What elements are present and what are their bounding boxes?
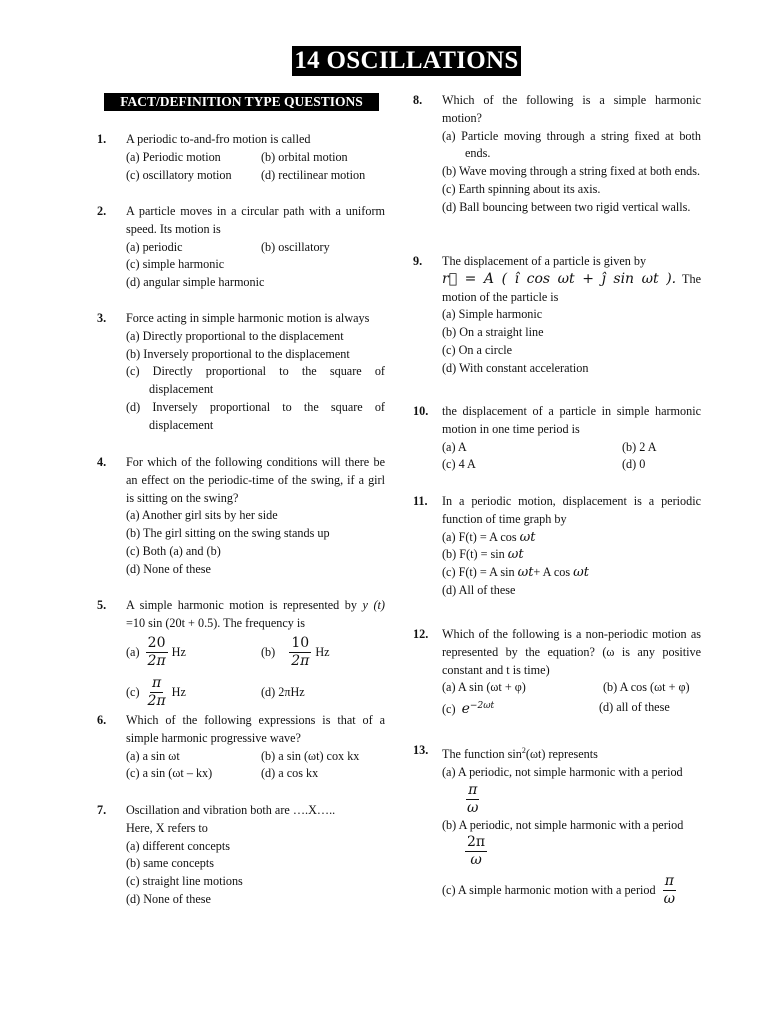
question-number: 7. — [97, 803, 107, 817]
period-fraction-b: $\frac{2\pi}{\omega}$ — [467, 834, 486, 869]
question-8 — [413, 92, 701, 217]
chapter-title: 14 OSCILLATIONS — [292, 46, 521, 76]
option-a: (a) Simple harmonic — [442, 307, 543, 322]
option-b: (b) Wave moving through a string fixed at both ends. — [442, 164, 701, 179]
option-c: (c) a sin (ωt – kx) — [126, 766, 213, 781]
fraction: $\frac{\pi}{2\pi}$ — [147, 675, 166, 710]
option-c: (c) Both (a) and (b) — [126, 543, 221, 558]
fraction: $\frac{10}{2\pi}$ — [291, 635, 310, 670]
question-text: For which of the following conditions will there be an effect on the periodic-time of the swing, if a girl is sitting on the swing? — [126, 455, 385, 505]
option-d: (d) With constant acceleration — [442, 360, 589, 375]
option-a: (a) different concepts — [126, 838, 230, 853]
option-a: (a) A periodic, not simple harmonic with a period — [442, 764, 683, 779]
question-2 — [97, 203, 385, 292]
question-12 — [413, 626, 701, 719]
option-a: (a) Another girl sits by her side — [126, 508, 278, 523]
fraction: $\frac{20}{2\pi}$ — [147, 635, 166, 670]
question-5 — [97, 597, 385, 713]
option-c: (c) F(t) = A sin ωt+ A cos ωt — [442, 565, 589, 581]
question-number: 12. — [413, 627, 429, 641]
option-d: (d) 0 — [622, 457, 646, 472]
option-a: (a) Particle moving through a string fixed at both ends. — [442, 128, 701, 161]
question-9 — [413, 253, 701, 378]
option-b: (b) 2 A — [622, 439, 657, 454]
question-4 — [97, 454, 385, 579]
option-b: (b) orbital motion — [261, 149, 348, 164]
option-d: (d) None of these — [126, 891, 211, 906]
option-b: (b) On a straight line — [442, 325, 544, 340]
period-fraction-a: $\frac{\pi}{\omega}$ — [467, 781, 479, 816]
option-a: (a) Periodic motion — [126, 149, 221, 164]
option-d: (d) rectilinear motion — [261, 167, 366, 182]
option-b: (b) same concepts — [126, 856, 214, 871]
question-13 — [413, 742, 701, 908]
question-6 — [97, 712, 385, 783]
option-c: (c) $e^{-2\omega t}$ — [442, 700, 495, 717]
option-c: (c) simple harmonic — [126, 257, 225, 272]
question-text: Oscillation and vibration both are ….X….. — [126, 803, 336, 817]
option-c: (c) A simple harmonic motion with a period $\frac{\pi}{\omega}$ — [442, 873, 675, 908]
option-d: (d) None of these — [126, 561, 211, 576]
option-d: (d) 2πHz — [261, 684, 305, 699]
question-text-line-2: Here, X refers to — [126, 820, 208, 835]
option-b: (b) The girl sitting on the swing stands up — [126, 526, 330, 541]
question-number: 8. — [413, 93, 423, 107]
option-d: (d) All of these — [442, 582, 516, 597]
option-c: (c) straight line motions — [126, 874, 243, 889]
option-b: (b) $\frac{10}{2\pi}$ Hz — [261, 635, 330, 670]
option-a: (a) Directly proportional to the displacement — [126, 328, 344, 343]
question-text: Which of the following is a simple harmonic motion? — [442, 93, 701, 125]
question-text: The displacement of a particle is given by r⃗ = A ( î cos ωt + ĵ sin ωt ). The motion of the particle is — [442, 254, 701, 304]
option-c: (c) Earth spinning about its axis. — [442, 181, 601, 196]
question-number: 1. — [97, 132, 107, 146]
question-number: 5. — [97, 598, 107, 612]
option-a: (a) $\frac{20}{2\pi}$ Hz — [126, 635, 186, 670]
option-b: (b) F(t) = sin ωt — [442, 547, 524, 563]
question-number: 3. — [97, 311, 107, 325]
question-text: The function $\sin^2(\omega t)$ represents — [442, 746, 598, 762]
option-a: (a) F(t) = A cos ωt — [442, 529, 536, 545]
option-c: (c) $\frac{\pi}{2\pi}$ Hz — [126, 675, 186, 710]
option-d: (d) Inversely proportional to the square of displacement — [126, 399, 385, 432]
question-text: A periodic to-and-fro motion is called — [126, 132, 311, 146]
question-10 — [413, 403, 701, 474]
question-1 — [97, 131, 385, 184]
option-b: (b) a sin (ωt) cox kx — [261, 748, 360, 763]
question-number: 11. — [413, 494, 428, 508]
option-b: (b) A cos (ωt + φ) — [603, 680, 690, 695]
option-d: (d) angular simple harmonic — [126, 275, 265, 290]
question-text: A particle moves in a circular path with a uniform speed. Its motion is — [126, 204, 385, 236]
option-b: (b) A periodic, not simple harmonic with a period — [442, 817, 684, 832]
option-a: (a) a sin ωt — [126, 748, 180, 763]
question-number: 4. — [97, 455, 107, 469]
option-d: (d) a cos kx — [261, 766, 319, 781]
question-3 — [97, 310, 385, 435]
option-d: (d) Ball bouncing between two rigid vertical walls. — [442, 199, 691, 214]
option-b: (b) Inversely proportional to the displacement — [126, 346, 350, 361]
question-text: Force acting in simple harmonic motion is always — [126, 311, 370, 325]
question-number: 9. — [413, 254, 423, 268]
question-text: Which of the following is a non-periodic motion as represented by the equation? (ω is any positive constant and t is time) — [442, 627, 701, 677]
question-number: 10. — [413, 404, 429, 418]
option-a: (a) A sin (ωt + φ) — [442, 680, 526, 695]
question-number: 2. — [97, 204, 107, 218]
question-11 — [413, 493, 701, 600]
option-b: (b) oscillatory — [261, 239, 330, 254]
option-a: (a) periodic — [126, 239, 183, 254]
option-c: (c) Directly proportional to the square of displacement — [126, 364, 385, 397]
option-c: (c) oscillatory motion — [126, 167, 232, 182]
option-d: (d) all of these — [599, 700, 670, 715]
section-heading: FACT/DEFINITION TYPE QUESTIONS — [104, 93, 379, 111]
question-number: 13. — [413, 743, 429, 757]
question-text: In a periodic motion, displacement is a periodic function of time graph by — [442, 494, 701, 526]
displacement-formula: r⃗ = A ( î cos ωt + ĵ sin ωt ). — [442, 270, 677, 287]
question-number: 6. — [97, 713, 107, 727]
option-a: (a) A — [442, 439, 467, 454]
question-text: Which of the following expressions is that of a simple harmonic progressive wave? — [126, 713, 385, 745]
option-c: (c) 4 A — [442, 457, 476, 472]
question-7 — [97, 802, 385, 909]
question-text: the displacement of a particle in simple harmonic motion in one time period is — [442, 404, 701, 436]
option-c: (c) On a circle — [442, 342, 513, 357]
question-text: A simple harmonic motion is represented by y (t) =10 sin (20t + 0.5). The frequency is — [126, 598, 385, 630]
